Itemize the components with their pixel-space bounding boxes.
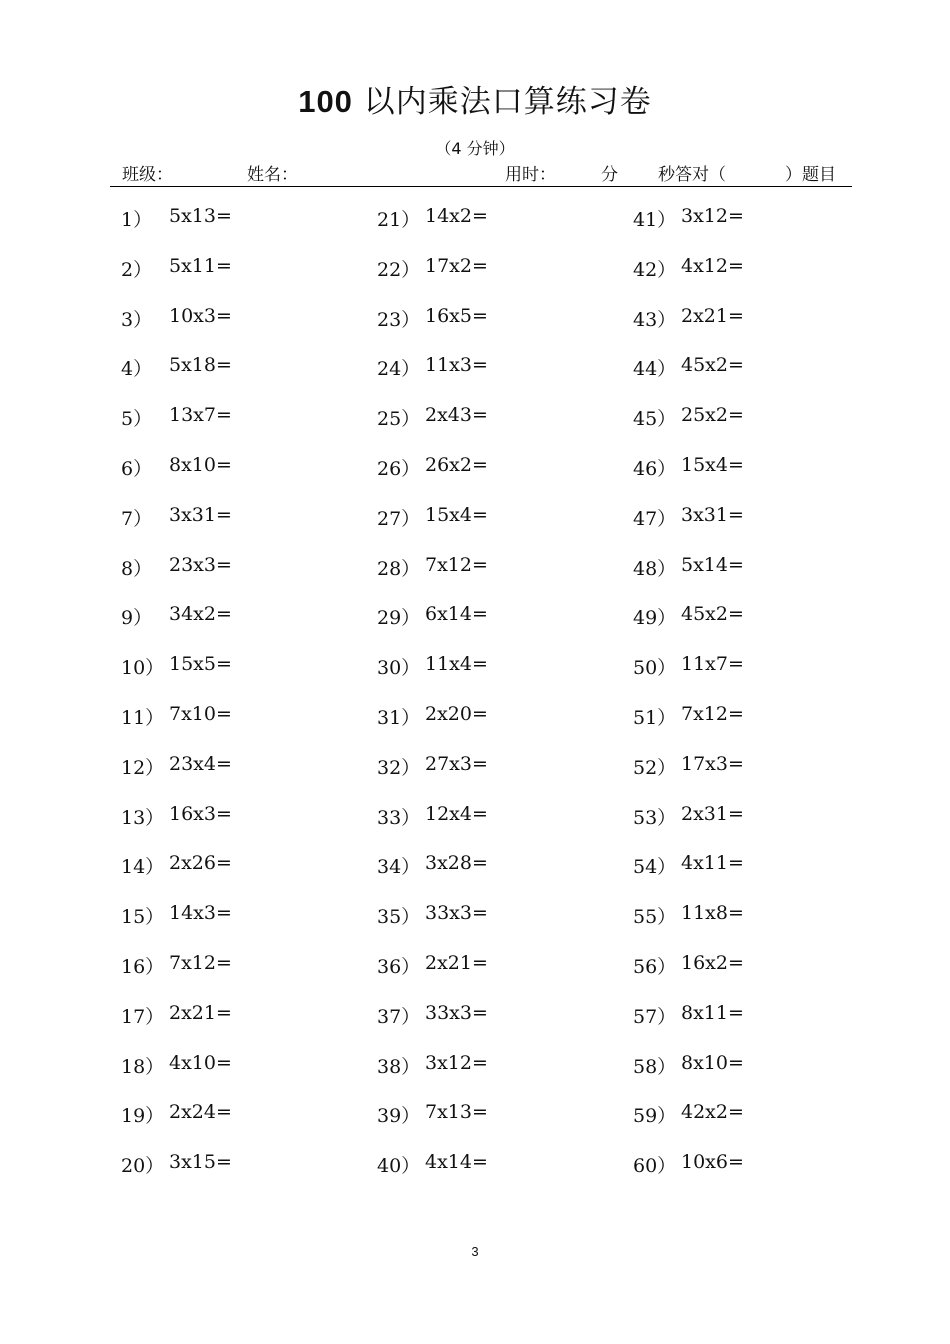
problem-number: 7） [121, 507, 153, 530]
problem-number: 27） [377, 507, 421, 530]
problem-expression: 5x14= [681, 553, 744, 576]
problem-item [121, 205, 361, 255]
problem-item [633, 454, 873, 504]
problem-expression: 15x5= [169, 653, 232, 676]
problem-number: 25） [377, 408, 421, 431]
problem-item [633, 952, 873, 1002]
problem-expression: 33x3= [425, 902, 488, 925]
problem-number: 44） [633, 358, 677, 381]
problem-item [377, 753, 617, 803]
problem-expression: 7x10= [169, 702, 232, 725]
problem-item [121, 902, 361, 952]
problem-expression: 7x13= [425, 1101, 488, 1124]
problem-expression: 13x7= [169, 404, 232, 427]
problem-expression: 2x20= [425, 702, 488, 725]
problem-expression: 3x28= [425, 852, 488, 875]
problem-item [633, 703, 873, 753]
problem-number: 20） [121, 1155, 165, 1178]
problem-expression: 16x2= [681, 951, 744, 974]
problem-item [121, 803, 361, 853]
problem-item [633, 653, 873, 703]
problem-expression: 17x2= [425, 254, 488, 277]
problem-expression: 34x2= [169, 603, 232, 626]
problem-item [377, 1002, 617, 1052]
problem-expression: 2x21= [425, 951, 488, 974]
problem-expression: 3x15= [169, 1151, 232, 1174]
problem-number: 21） [377, 209, 421, 231]
problem-expression: 6x14= [425, 603, 488, 626]
problem-item [377, 205, 617, 255]
problem-item [633, 852, 873, 902]
problem-number: 13） [121, 806, 165, 829]
problem-number: 31） [377, 706, 421, 729]
problem-expression: 3x31= [681, 503, 744, 526]
problem-number: 53） [633, 806, 677, 829]
problem-expression: 5x11= [169, 254, 232, 277]
problem-item [121, 1002, 361, 1052]
problem-expression: 5x13= [169, 205, 232, 227]
problem-item [633, 803, 873, 853]
problem-number: 39） [377, 1105, 421, 1128]
problem-number: 56） [633, 955, 677, 978]
seconds-correct-label: 秒答对（ [658, 165, 726, 185]
problem-number: 35） [377, 906, 421, 929]
problem-number: 19） [121, 1105, 165, 1128]
problem-expression: 3x31= [169, 503, 232, 526]
problem-item [121, 354, 361, 404]
problem-number: 17） [121, 1005, 165, 1028]
problem-number: 50） [633, 657, 677, 680]
problem-item [121, 454, 361, 504]
title-text: 以内乘法口算练习卷 [363, 84, 652, 120]
problem-number: 59） [633, 1105, 677, 1128]
problem-item [121, 603, 361, 653]
problem-number: 43） [633, 308, 677, 331]
problem-expression: 15x4= [425, 503, 488, 526]
problem-item [633, 603, 873, 653]
problem-expression: 16x5= [425, 304, 488, 327]
problem-number: 9） [121, 607, 153, 630]
problem-expression: 4x12= [681, 254, 744, 277]
problem-item [633, 1101, 873, 1151]
problem-number: 16） [121, 955, 165, 978]
problem-number: 34） [377, 856, 421, 879]
title-number: 100 [298, 84, 353, 119]
problem-number: 42） [633, 258, 677, 281]
problem-number: 1） [121, 209, 153, 231]
problem-expression: 2x31= [681, 802, 744, 825]
problem-number: 28） [377, 557, 421, 580]
problem-item [377, 952, 617, 1002]
problem-expression: 12x4= [425, 802, 488, 825]
problem-number: 51） [633, 706, 677, 729]
questions-label: ）题目 [785, 165, 836, 185]
problem-item [377, 603, 617, 653]
problem-column-1 [121, 205, 361, 1201]
student-info-header [110, 160, 852, 186]
problem-number: 38） [377, 1055, 421, 1078]
problem-item [377, 1151, 617, 1201]
problem-number: 32） [377, 756, 421, 779]
problem-expression: 7x12= [681, 702, 744, 725]
problem-item [377, 255, 617, 305]
problem-expression: 8x11= [681, 1001, 744, 1024]
problem-item [377, 803, 617, 853]
problem-expression: 17x3= [681, 752, 744, 775]
page-number: 3 [471, 1244, 479, 1259]
problem-number: 8） [121, 557, 153, 580]
problem-expression: 2x43= [425, 404, 488, 427]
problem-number: 24） [377, 358, 421, 381]
problem-expression: 15x4= [681, 453, 744, 476]
problem-expression: 10x3= [169, 304, 232, 327]
problem-item [377, 305, 617, 355]
problem-number: 10） [121, 657, 165, 680]
problem-item [121, 653, 361, 703]
page-title [0, 76, 950, 121]
minutes-label: 分 [601, 165, 618, 185]
problem-expression: 2x24= [169, 1101, 232, 1124]
problem-expression: 27x3= [425, 752, 488, 775]
problem-item [633, 205, 873, 255]
problem-number: 18） [121, 1055, 165, 1078]
problem-number: 3） [121, 308, 153, 331]
problem-expression: 8x10= [169, 453, 232, 476]
class-label: 班级： [122, 165, 173, 185]
problem-expression: 11x3= [425, 354, 488, 377]
problem-item [377, 1101, 617, 1151]
time-label: 用时： [505, 165, 556, 185]
problem-item [633, 753, 873, 803]
problem-item [121, 554, 361, 604]
problem-item [121, 753, 361, 803]
problem-expression: 8x10= [681, 1051, 744, 1074]
problem-item [633, 1151, 873, 1201]
problem-item [121, 1151, 361, 1201]
problem-expression: 33x3= [425, 1001, 488, 1024]
problem-number: 58） [633, 1055, 677, 1078]
problem-number: 22） [377, 258, 421, 281]
problem-expression: 11x4= [425, 653, 488, 676]
problem-item [633, 404, 873, 454]
problem-item [377, 1052, 617, 1102]
problem-item [377, 354, 617, 404]
problem-item [633, 554, 873, 604]
problem-expression: 4x10= [169, 1051, 232, 1074]
problem-number: 2） [121, 258, 153, 281]
problem-number: 29） [377, 607, 421, 630]
problem-expression: 45x2= [681, 354, 744, 377]
problem-item [377, 902, 617, 952]
problem-number: 52） [633, 756, 677, 779]
problem-item [377, 703, 617, 753]
problem-item [377, 554, 617, 604]
problem-number: 11） [121, 706, 165, 729]
problem-expression: 14x2= [425, 205, 488, 227]
problem-expression: 42x2= [681, 1101, 744, 1124]
problem-expression: 10x6= [681, 1151, 744, 1174]
problem-number: 37） [377, 1005, 421, 1028]
problem-expression: 45x2= [681, 603, 744, 626]
problem-number: 36） [377, 955, 421, 978]
problem-item [121, 404, 361, 454]
problem-number: 40） [377, 1155, 421, 1178]
problem-expression: 7x12= [169, 951, 232, 974]
problem-item [633, 504, 873, 554]
problem-expression: 2x21= [169, 1001, 232, 1024]
problem-expression: 4x11= [681, 852, 744, 875]
problem-number: 49） [633, 607, 677, 630]
problem-item [121, 952, 361, 1002]
problem-expression: 2x21= [681, 304, 744, 327]
problem-item [633, 1052, 873, 1102]
problem-number: 26） [377, 457, 421, 480]
problem-item [633, 255, 873, 305]
header-divider [110, 186, 852, 187]
problem-number: 54） [633, 856, 677, 879]
problem-expression: 23x3= [169, 553, 232, 576]
problem-expression: 4x14= [425, 1151, 488, 1174]
problem-number: 30） [377, 657, 421, 680]
problem-expression: 11x8= [681, 902, 744, 925]
problem-number: 57） [633, 1005, 677, 1028]
problem-expression: 26x2= [425, 453, 488, 476]
problem-expression: 16x3= [169, 802, 232, 825]
problem-item [377, 404, 617, 454]
problem-number: 33） [377, 806, 421, 829]
problem-expression: 23x4= [169, 752, 232, 775]
problem-item [121, 703, 361, 753]
problem-item [121, 504, 361, 554]
problem-expression: 5x18= [169, 354, 232, 377]
problem-expression: 14x3= [169, 902, 232, 925]
problem-item [377, 653, 617, 703]
problem-item [633, 1002, 873, 1052]
problem-number: 4） [121, 358, 153, 381]
problem-item [377, 454, 617, 504]
problem-number: 60） [633, 1155, 677, 1178]
problem-number: 14） [121, 856, 165, 879]
problem-item [633, 902, 873, 952]
problem-number: 47） [633, 507, 677, 530]
problem-item [121, 1052, 361, 1102]
problem-number: 15） [121, 906, 165, 929]
problem-expression: 3x12= [681, 205, 744, 227]
problem-expression: 3x12= [425, 1051, 488, 1074]
problem-number: 23） [377, 308, 421, 331]
problem-item [377, 852, 617, 902]
problem-item [377, 504, 617, 554]
problem-item [121, 1101, 361, 1151]
name-label: 姓名： [247, 165, 298, 185]
problem-expression: 2x26= [169, 852, 232, 875]
problem-number: 45） [633, 408, 677, 431]
problem-item [121, 852, 361, 902]
problem-number: 12） [121, 756, 165, 779]
problem-column-3 [633, 205, 873, 1201]
problem-item [633, 354, 873, 404]
problem-number: 5） [121, 408, 153, 431]
problem-expression: 11x7= [681, 653, 744, 676]
problem-number: 48） [633, 557, 677, 580]
problem-number: 46） [633, 457, 677, 480]
problem-item [633, 305, 873, 355]
problem-number: 55） [633, 906, 677, 929]
problem-number: 6） [121, 457, 153, 480]
problem-number: 41） [633, 209, 677, 231]
problem-expression: 25x2= [681, 404, 744, 427]
time-limit-subtitle: （4 分钟） [435, 139, 515, 158]
problem-column-2 [377, 205, 617, 1201]
problem-expression: 7x12= [425, 553, 488, 576]
problem-item [121, 255, 361, 305]
problem-item [121, 305, 361, 355]
